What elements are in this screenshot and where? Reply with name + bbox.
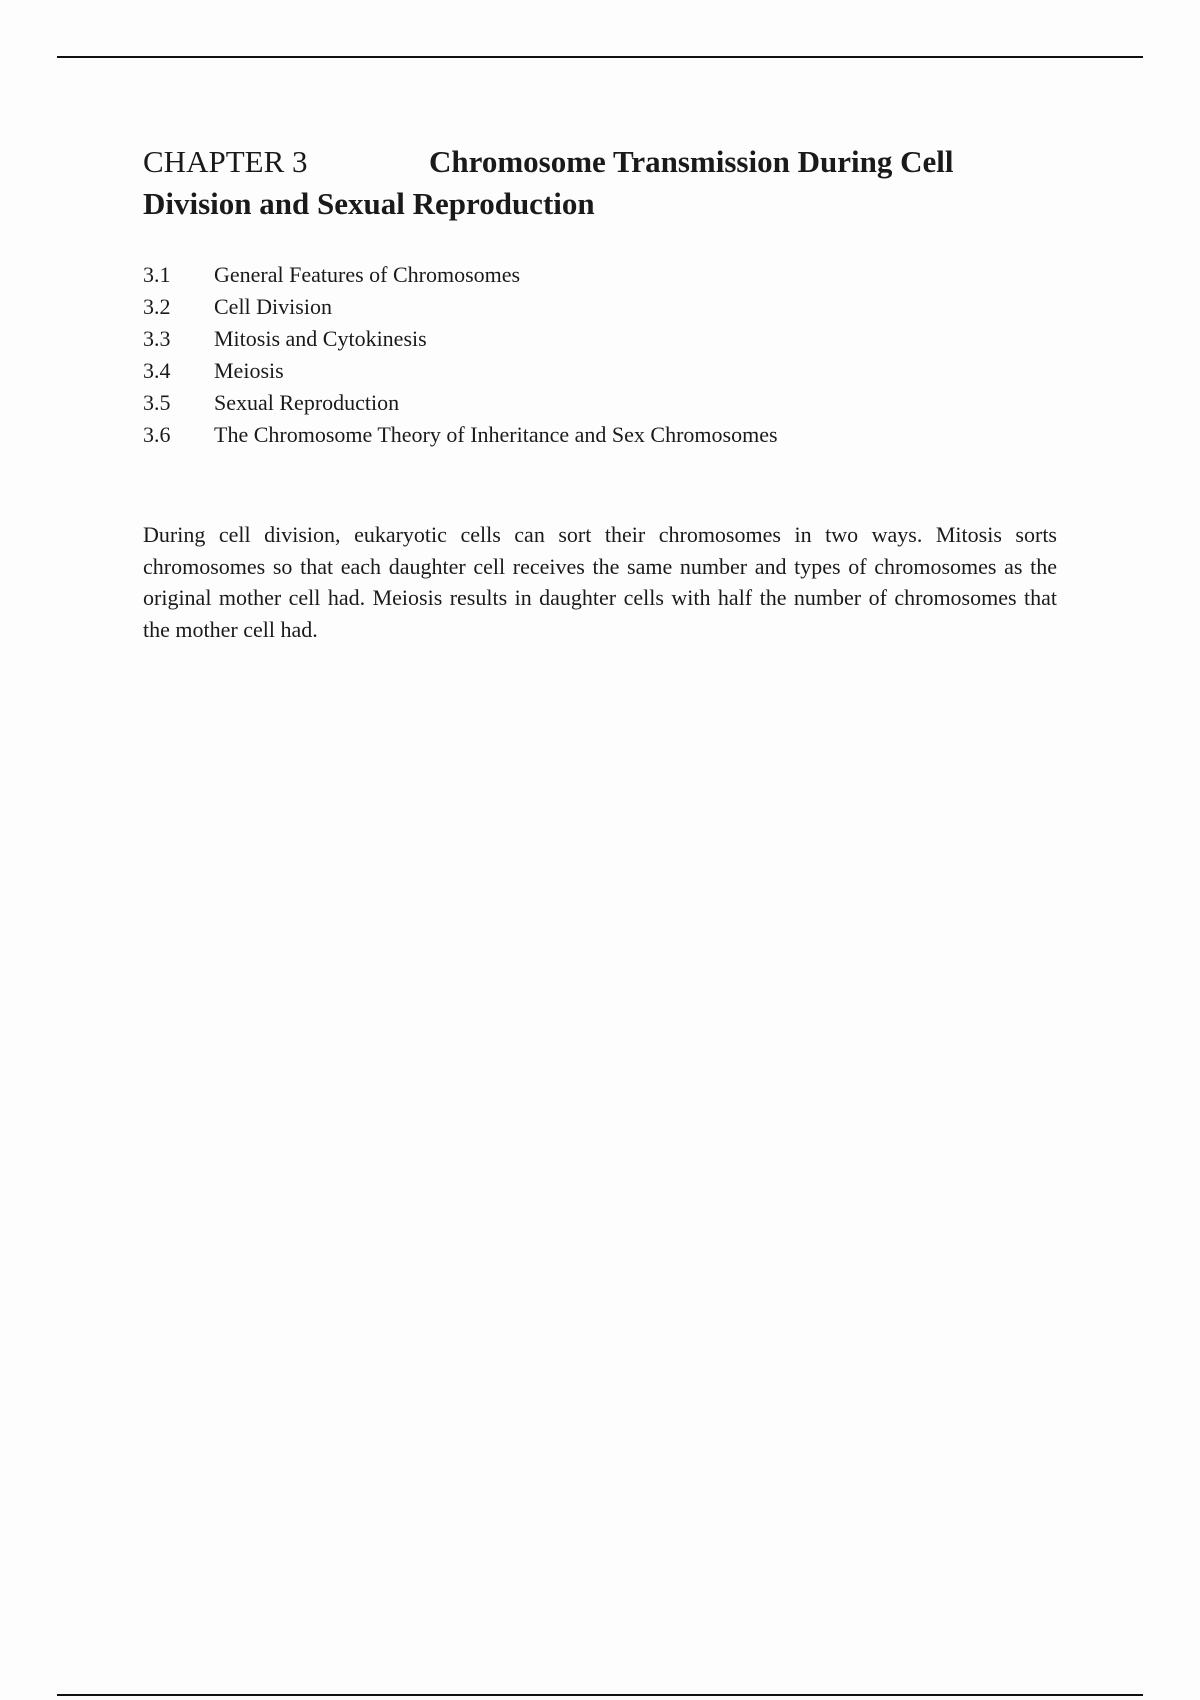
toc-item-title: Meiosis xyxy=(214,358,284,383)
page-content xyxy=(143,141,1057,645)
chapter-title: Chromosome Transmission During Cell Division and Sexual Reproduction xyxy=(143,144,954,221)
toc-item-number: 3.2 xyxy=(143,294,171,319)
toc-item xyxy=(143,419,1057,451)
toc-item-title: General Features of Chromosomes xyxy=(214,262,521,287)
intro-paragraph: During cell division, eukaryotic cells can sort their chromosomes in two ways. Mitosis sorts chromosomes so that each daughter cell receives the same number and types of chromosomes as the original mother cell had. Meiosis results in daughter cells with half the number of chromosomes that the mother cell had. xyxy=(143,522,1057,642)
toc-item-number: 3.3 xyxy=(143,326,171,351)
toc-item-title: Mitosis and Cytokinesis xyxy=(214,326,427,351)
toc-item-number: 3.1 xyxy=(143,262,171,287)
chapter-contents-list xyxy=(143,259,1057,451)
toc-item-title: The Chromosome Theory of Inheritance and Sex Chromosomes xyxy=(214,422,778,447)
toc-item xyxy=(143,355,1057,387)
toc-item-number: 3.4 xyxy=(143,358,171,383)
toc-item-title: Cell Division xyxy=(214,294,332,319)
toc-item-number: 3.5 xyxy=(143,390,171,415)
toc-item-title: Sexual Reproduction xyxy=(214,390,400,415)
toc-item xyxy=(143,387,1057,419)
bottom-rule xyxy=(57,1694,1143,1696)
top-rule xyxy=(57,56,1143,58)
toc-item xyxy=(143,291,1057,323)
toc-item xyxy=(143,323,1057,355)
toc-item xyxy=(143,259,1057,291)
chapter-label: CHAPTER 3 xyxy=(143,144,308,179)
toc-item-number: 3.6 xyxy=(143,422,171,447)
chapter-heading xyxy=(143,141,1057,225)
